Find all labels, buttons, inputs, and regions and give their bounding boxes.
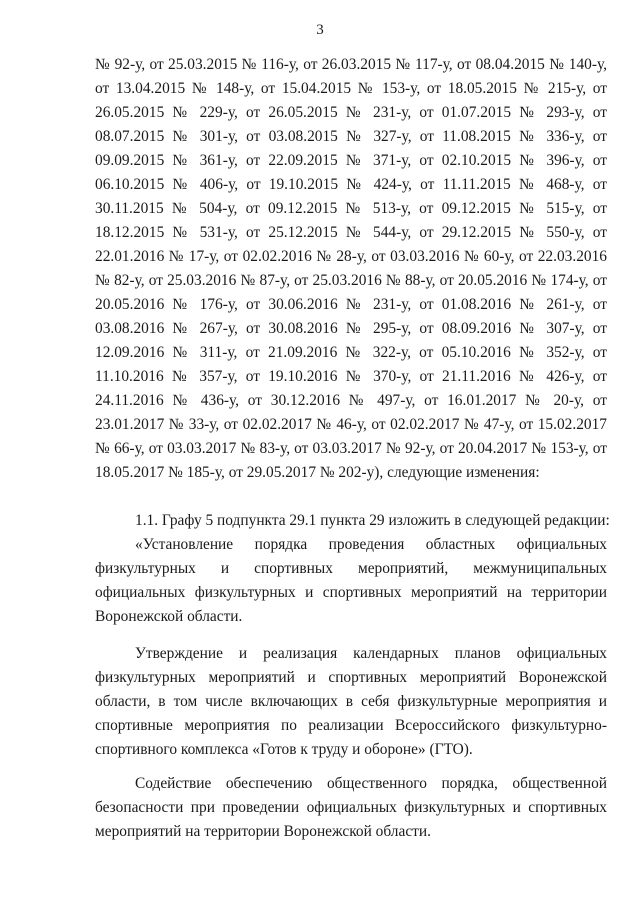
text-line: 09.09.2015 № 361-у, от 22.09.2015 № 371-у, от 02.10.2015 № 396-у, от [95, 152, 607, 169]
text-line: 26.05.2015 № 229-у, от 26.05.2015 № 231-у, от 01.07.2015 № 293-у, от [95, 104, 607, 121]
text-line: безопасности при проведении официальных физкультурных и спортивных [95, 799, 607, 816]
text-line: 11.10.2016 № 357-у, от 19.10.2016 № 370-у, от 21.11.2016 № 426-у, от [95, 368, 607, 385]
text-line: 24.11.2016 № 436-у, от 30.12.2016 № 497-у, от 16.01.2017 № 20-у, от [95, 392, 607, 409]
text-line: № 92-у, от 25.03.2015 № 116-у, от 26.03.2015 № 117-у, от 08.04.2015 № 140-у, [95, 56, 607, 73]
text-line: области, в том числе включающих в себя физкультурные мероприятия и [95, 693, 607, 710]
text-line: официальных физкультурных и спортивных мероприятий на территории [95, 584, 607, 601]
text-line: 1.1. Графу 5 подпункта 29.1 пункта 29 изложить в следующей редакции: [135, 512, 610, 529]
text-line: Воронежской области. [95, 608, 243, 625]
text-line: № 66-у, от 03.03.2017 № 83-у, от 03.03.2017 № 92-у, от 20.04.2017 № 153-у, от [95, 440, 607, 457]
text-line: 20.05.2016 № 176-у, от 30.06.2016 № 231-у, от 01.08.2016 № 261-у, от [95, 296, 607, 313]
text-line: Содействие обеспечению общественного порядка, общественной [135, 775, 607, 792]
text-line: мероприятий на территории Воронежской области. [95, 823, 431, 840]
text-line: физкультурных и спортивных мероприятий, межмуниципальных [95, 560, 607, 577]
text-line: 18.05.2017 № 185-у, от 29.05.2017 № 202-у), следующие изменения: [95, 464, 540, 481]
text-line: от 13.04.2015 № 148-у, от 15.04.2015 № 153-у, от 18.05.2015 № 215-у, от [95, 80, 607, 97]
text-line: 08.07.2015 № 301-у, от 03.08.2015 № 327-у, от 11.08.2015 № 336-у, от [95, 128, 607, 145]
text-line: 18.12.2015 № 531-у, от 25.12.2015 № 544-у, от 29.12.2015 № 550-у, от [95, 224, 607, 241]
text-line: 06.10.2015 № 406-у, от 19.10.2015 № 424-у, от 11.11.2015 № 468-у, от [95, 176, 607, 193]
text-line: 03.08.2016 № 267-у, от 30.08.2016 № 295-у, от 08.09.2016 № 307-у, от [95, 320, 607, 337]
text-line: 12.09.2016 № 311-у, от 21.09.2016 № 322-у, от 05.10.2016 № 352-у, от [95, 344, 607, 361]
text-line: спортивные мероприятия по реализации Всероссийского физкультурно- [95, 717, 607, 734]
text-line: 23.01.2017 № 33-у, от 02.02.2017 № 46-у, от 02.02.2017 № 47-у, от 15.02.2017 [95, 416, 607, 433]
text-line: физкультурных мероприятий и спортивных мероприятий Воронежской [95, 669, 607, 686]
text-line: «Установление порядка проведения областных официальных [135, 536, 607, 553]
text-line: № 82-у, от 25.03.2016 № 87-у, от 25.03.2016 № 88-у, от 20.05.2016 № 174-у, от [95, 272, 607, 289]
text-line: 22.01.2016 № 17-у, от 02.02.2016 № 28-у, от 03.03.2016 № 60-у, от 22.03.2016 [95, 248, 607, 265]
text-line: спортивного комплекса «Готов к труду и обороне» (ГТО). [95, 741, 473, 758]
text-line: Утверждение и реализация календарных планов официальных [135, 645, 607, 662]
page-number: 3 [316, 22, 324, 38]
text-line: 30.11.2015 № 504-у, от 09.12.2015 № 513-у, от 09.12.2015 № 515-у, от [95, 200, 607, 217]
